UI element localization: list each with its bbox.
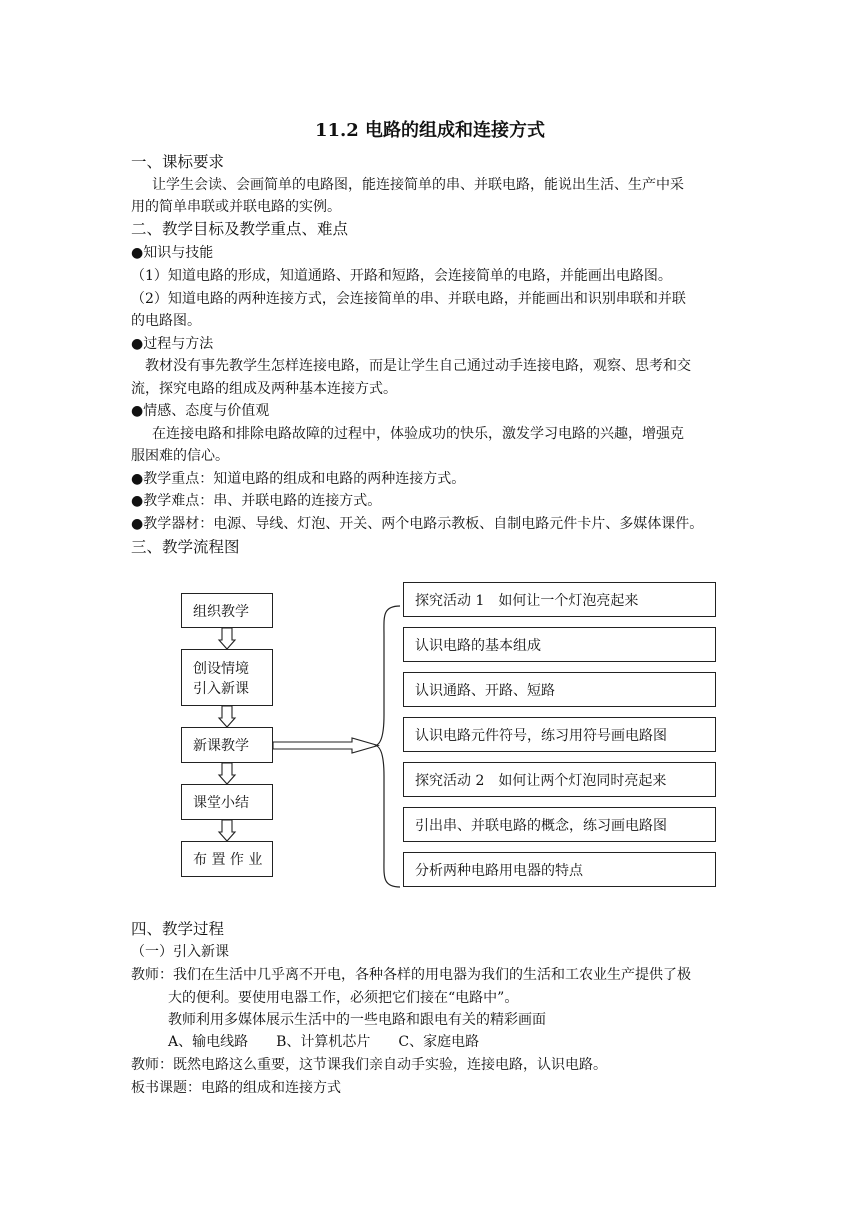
bullet-heading: ●过程与方法 [131, 336, 214, 352]
paragraph-line: 服困难的信心。 [131, 448, 229, 464]
paragraph-line: 的电路图。 [131, 313, 201, 329]
paragraph-line: 教材没有事先教学生怎样连接电路，而是让学生自己通过动手连接电路，观察、思考和交 [145, 358, 691, 374]
activity-box: 认识电路元件符号，练习用符号画电路图 [403, 717, 716, 752]
section-heading: 一、课标要求 [131, 153, 225, 171]
activity-box: 引出串、并联电路的概念，练习画电路图 [403, 807, 716, 842]
activity-box: 探究活动 2 如何让两个灯泡同时亮起来 [403, 762, 716, 797]
bullet-heading: ●情感、态度与价值观 [131, 403, 270, 419]
paragraph-line: 教师利用多媒体展示生活中的一些电路和跟电有关的精彩画面 [168, 1012, 546, 1028]
down-arrow [219, 763, 235, 784]
bullet-heading: ●知识与技能 [131, 245, 214, 261]
down-arrow [219, 706, 235, 727]
paragraph-line: A、输电线路 B、计算机芯片 C、家庭电路 [168, 1034, 480, 1050]
flow-step-line: 引入新课 [193, 680, 249, 697]
paragraph-line: 在连接电路和排除电路故障的过程中，体验成功的快乐，激发学习电路的兴趣，增强克 [152, 426, 684, 442]
curly-brace [376, 606, 400, 887]
paragraph-line: 教师：我们在生活中几乎离不开电，各种各样的用电器为我们的生活和工农业生产提供了极 [131, 967, 691, 983]
flow-step-new-lesson: 新课教学 [181, 727, 273, 763]
page-title: 11.2 电路的组成和连接方式 [314, 120, 546, 141]
section-heading: 二、教学目标及教学重点、难点 [131, 220, 349, 238]
paragraph-line: （2）知道电路的两种连接方式，会连接简单的串、并联电路，并能画出和识别串联和并联 [131, 291, 686, 307]
paragraph-line: 大的便利。要使用电器工作，必须把它们接在“电路中”。 [168, 990, 519, 1006]
down-arrow [219, 628, 235, 649]
activity-box: 分析两种电路用电器的特点 [403, 852, 716, 887]
key-point: ●教学重点：知道电路的组成和电路的两种连接方式。 [131, 471, 466, 487]
paragraph-line: 板书课题：电路的组成和连接方式 [131, 1080, 341, 1096]
paragraph-line: 教师：既然电路这么重要，这节课我们亲自动手实验，连接电路，认识电路。 [131, 1057, 607, 1073]
difficult-point: ●教学难点：串、并联电路的连接方式。 [131, 493, 382, 509]
down-arrow [219, 820, 235, 841]
flow-step-organize: 组织教学 [181, 593, 273, 628]
section-heading: 三、教学流程图 [131, 538, 240, 556]
section-heading: 四、教学过程 [131, 920, 225, 938]
paragraph-line: 让学生会读、会画简单的电路图，能连接简单的串、并联电路，能说出生活、生产中采 [152, 177, 684, 193]
flow-step-homework: 布 置 作 业 [181, 841, 273, 877]
activity-box: 认识通路、开路、短路 [403, 672, 716, 707]
activity-box: 探究活动 1 如何让一个灯泡亮起来 [403, 582, 716, 617]
flow-step-introduce [181, 649, 273, 706]
paragraph-line: 流，探究电路的组成及两种基本连接方式。 [131, 381, 397, 397]
activity-box: 认识电路的基本组成 [403, 627, 716, 662]
paragraph-line: （1）知道电路的形成，知道通路、开路和短路，会连接简单的电路，并能画出电路图。 [131, 268, 672, 284]
paragraph-line: 用的简单串联或并联电路的实例。 [131, 199, 341, 215]
flow-step-summary: 课堂小结 [181, 784, 273, 820]
sub-heading: （一）引入新课 [131, 944, 229, 960]
flow-step-line: 创设情境 [193, 660, 249, 677]
right-arrow [273, 738, 378, 753]
equipment: ●教学器材：电源、导线、灯泡、开关、两个电路示教板、自制电路元件卡片、多媒体课件。 [131, 516, 704, 532]
